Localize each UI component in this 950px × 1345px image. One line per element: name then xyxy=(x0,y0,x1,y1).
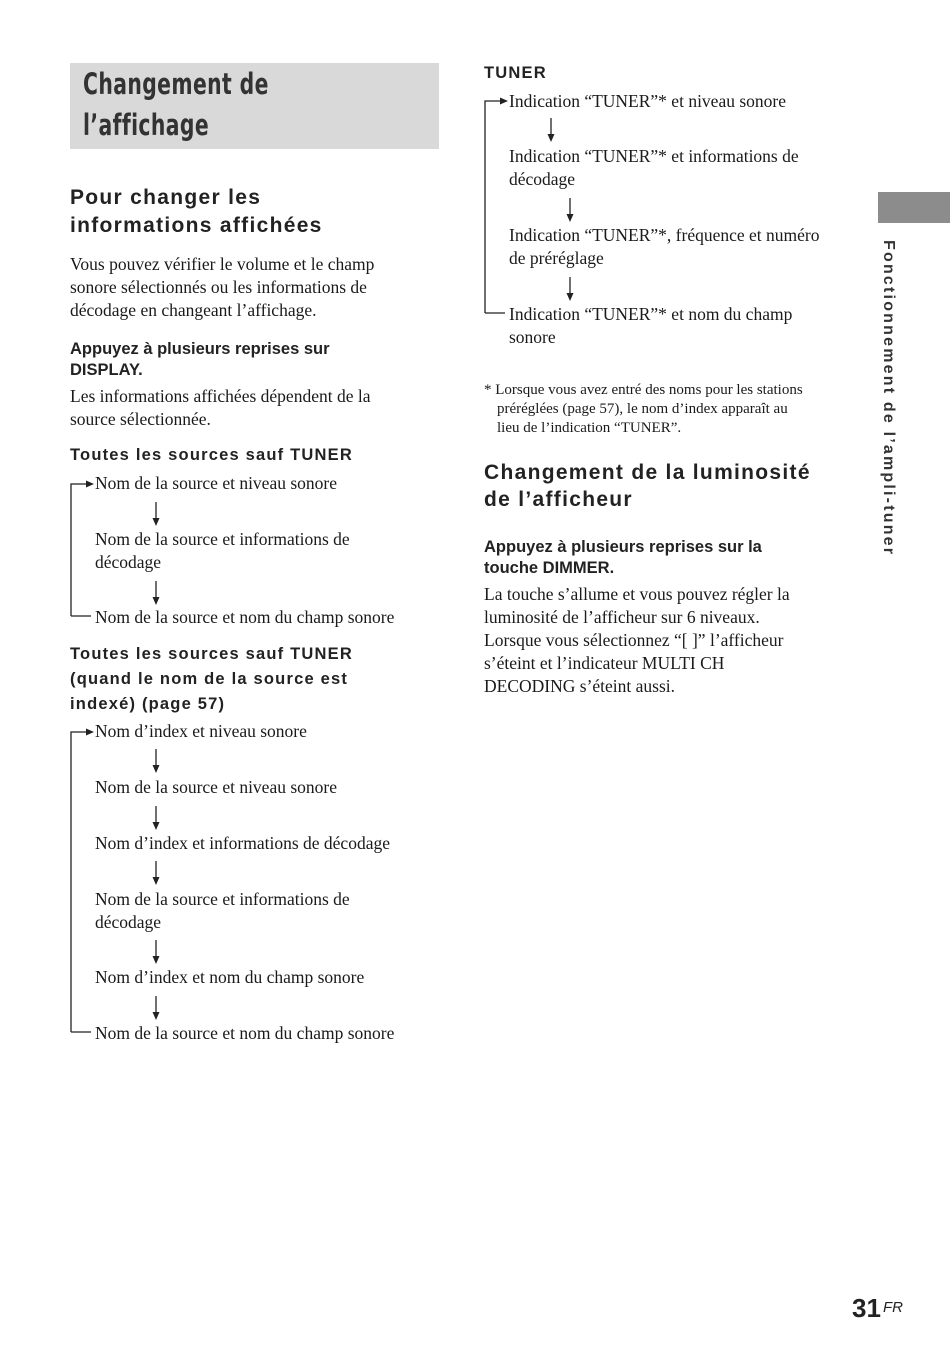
section2-text-line-1: La touche s’allume et vous pouvez régler la xyxy=(484,584,790,604)
instruction-line-2: DISPLAY. xyxy=(70,361,143,379)
intro-line-1: Vous pouvez vérifier le volume et le champ xyxy=(70,254,375,274)
instruction-line-1: Appuyez à plusieurs reprises sur xyxy=(70,340,330,358)
intro-line-2: sonore sélectionnés ou les informations de xyxy=(70,277,367,297)
section2-text-line-5: DECODING s’éteint aussi. xyxy=(484,676,676,696)
flow-tuner-item-3-line-2: de préréglage xyxy=(509,248,604,268)
flow-tuner-loop-arrowhead xyxy=(500,98,508,105)
page-language-suffix: FR xyxy=(883,1299,903,1316)
footnote-line-2: préréglées (page 57), le nom d’index apparaît au xyxy=(497,401,788,417)
footnote-line-1: * Lorsque vous avez entré des noms pour les stations xyxy=(484,382,803,398)
flow-indexed-item-6: Nom de la source et nom du champ sonore xyxy=(95,1023,395,1043)
flow-all-item-3: Nom de la source et nom du champ sonore xyxy=(95,607,395,627)
flow-indexed-heading-line-3: indexé) (page 57) xyxy=(70,695,226,713)
section2-instruction-line-2: touche DIMMER. xyxy=(484,559,615,577)
flow-tuner-item-3-line-1: Indication “TUNER”*, fréquence et numéro xyxy=(509,225,820,245)
section2-heading-line-2: de l’afficheur xyxy=(484,488,633,511)
flow-all-heading: Toutes les sources sauf TUNER xyxy=(70,446,353,464)
flow-tuner-item-2-line-2: décodage xyxy=(509,169,576,189)
flow-tuner-loop-line xyxy=(485,101,502,313)
flow-tuner-arrowhead-1 xyxy=(548,134,555,142)
section2-text-line-4: s’éteint et l’indicateur MULTI CH xyxy=(484,653,725,673)
flow-indexed-item-2: Nom de la source et niveau sonore xyxy=(95,777,338,797)
flow-indexed-item-4-line-2: décodage xyxy=(95,912,162,932)
flow-tuner-arrowhead-2 xyxy=(567,214,574,222)
flow-tuner-item-4-line-2: sonore xyxy=(509,327,556,347)
chapter-tab xyxy=(878,192,950,223)
flow-tuner-item-1: Indication “TUNER”* et niveau sonore xyxy=(509,91,786,111)
section2-instruction-line-1: Appuyez à plusieurs reprises sur la xyxy=(484,538,762,556)
flow-indexed-heading-line-2: (quand le nom de la source est xyxy=(70,670,349,688)
instruction-text-line-2: source sélectionnée. xyxy=(70,409,211,429)
page-number: 31 xyxy=(852,1293,881,1323)
section2-text-line-3: Lorsque vous sélectionnez “[ ]” l’afficheur xyxy=(484,630,784,650)
section-heading-line-2: informations affichées xyxy=(70,214,323,237)
flow-indexed-item-1: Nom d’index et niveau sonore xyxy=(95,721,307,741)
section2-heading-line-1: Changement de la luminosité xyxy=(484,461,811,484)
flow-all-item-1: Nom de la source et niveau sonore xyxy=(95,473,338,493)
flow-tuner-arrowhead-3 xyxy=(567,293,574,301)
page-title-line-2: l’affichage xyxy=(83,108,210,142)
flow-tuner-item-4-line-1: Indication “TUNER”* et nom du champ xyxy=(509,304,793,324)
intro-line-3: décodage en changeant l’affichage. xyxy=(70,300,317,320)
flow-all-item-2-line-1: Nom de la source et informations de xyxy=(95,529,350,549)
section2-text-line-2: luminosité de l’afficheur sur 6 niveaux. xyxy=(484,607,760,627)
flow-tuner-heading: TUNER xyxy=(484,64,547,82)
footnote-line-3: lieu de l’indication “TUNER”. xyxy=(497,420,682,436)
flow-indexed-item-3: Nom d’index et informations de décodage xyxy=(95,833,390,853)
page-title-line-1: Changement de xyxy=(83,67,269,101)
flow-indexed-item-5: Nom d’index et nom du champ sonore xyxy=(95,967,365,987)
flow-indexed-item-4-line-1: Nom de la source et informations de xyxy=(95,889,350,909)
flow-all-item-2-line-2: décodage xyxy=(95,552,162,572)
chapter-tab-label: Fonctionnement de l’ampli-tuner xyxy=(880,240,897,557)
flow-indexed-heading-line-1: Toutes les sources sauf TUNER xyxy=(70,645,353,663)
flow-tuner-item-2-line-1: Indication “TUNER”* et informations de xyxy=(509,146,799,166)
section-heading-line-1: Pour changer les xyxy=(70,186,262,209)
instruction-text-line-1: Les informations affichées dépendent de la xyxy=(70,386,371,406)
